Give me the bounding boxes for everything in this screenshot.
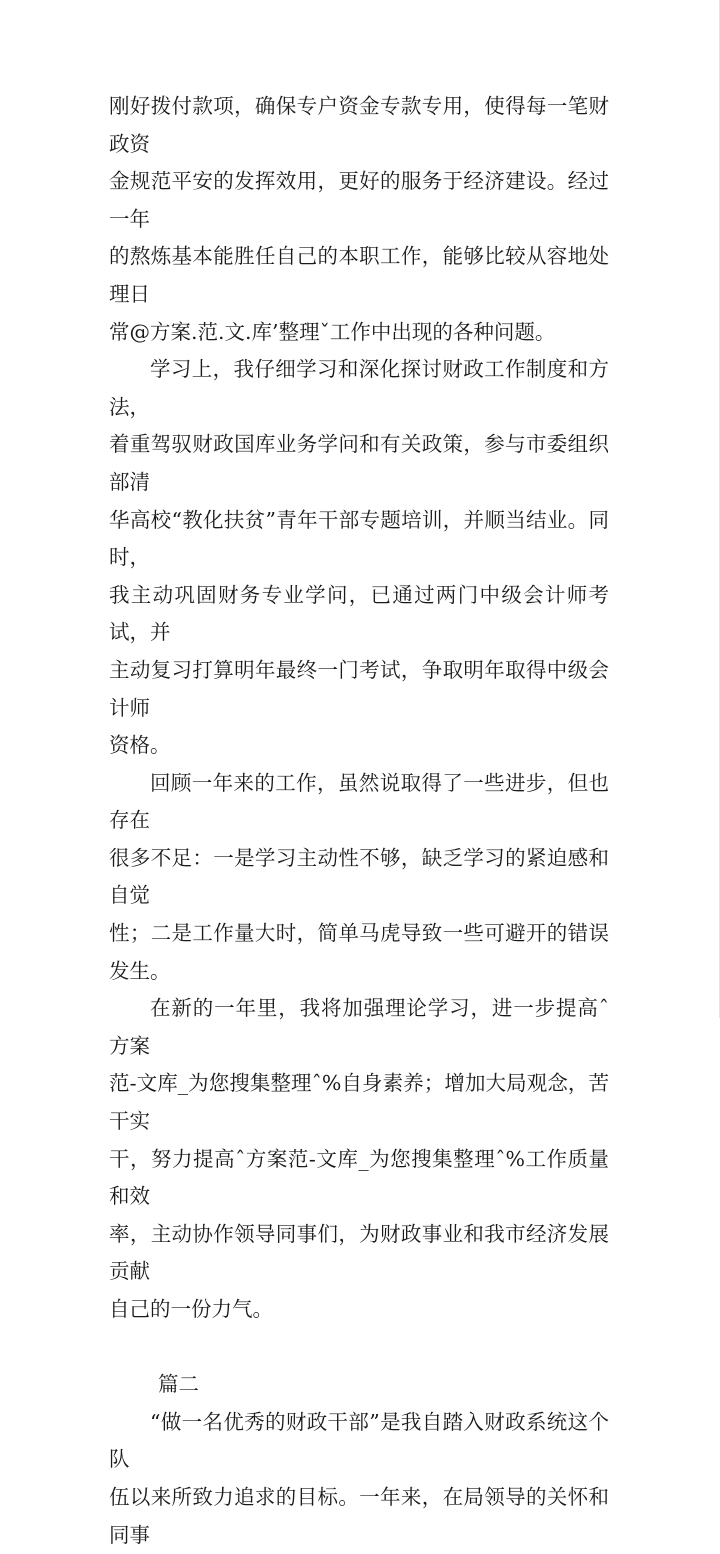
text-line: 常@方案.范.文.库’整理ˇ工作中出现的各种问题。 bbox=[109, 319, 556, 344]
text-line: 着重驾驭财政国库业务学问和有关政策，参与市委组织部清 bbox=[109, 432, 609, 494]
text-line: “做一名优秀的财政干部”是我自踏入财政系统这个队 bbox=[109, 1409, 609, 1472]
section-heading: 篇二 bbox=[158, 1372, 199, 1397]
text-line: 华高校“教化扶贫”青年干部专题培训，并顺当结业。同时， bbox=[109, 507, 609, 570]
text-line: 很多不足：一是学习主动性不够，缺乏学习的紧迫感和自觉 bbox=[109, 845, 609, 908]
text-line: 金规范平安的发挥效用，更好的服务于经济建设。经过一年 bbox=[109, 169, 609, 231]
paragraph-1 bbox=[109, 88, 609, 351]
text-line: 主动复习打算明年最终一门考试，争取明年取得中级会计师 bbox=[109, 657, 609, 720]
text-line: 资格。 bbox=[109, 733, 171, 758]
paragraph-3 bbox=[109, 765, 609, 991]
paragraph-2 bbox=[109, 351, 609, 765]
text-line: 伍以来所致力追求的目标。一年来，在局领导的关怀和同事 bbox=[109, 1484, 609, 1547]
text-line: 回顾一年来的工作，虽然说取得了一些进步，但也存在 bbox=[109, 770, 609, 833]
text-line: 范-文库_为您搜集整理ˆ%自身素养；增加大局观念，苦干实 bbox=[109, 1071, 609, 1134]
paragraph-4 bbox=[109, 990, 609, 1328]
text-line: 我主动巩固财务专业学问，已通过两门中级会计师考试，并 bbox=[109, 582, 609, 645]
text-line: 干，努力提高ˆ方案范-文库_为您搜集整理ˆ%工作质量和效 bbox=[109, 1146, 609, 1209]
text-line: 刚好拨付款项，确保专户资金专款专用，使得每一笔财政资 bbox=[109, 94, 609, 156]
blank-line bbox=[109, 1329, 609, 1367]
text-line: 率，主动协作领导同事们，为财政事业和我市经济发展贡献 bbox=[109, 1221, 609, 1284]
document-body bbox=[109, 88, 609, 1554]
text-line: 的熬炼基本能胜任自己的本职工作，能够比较从容地处理日 bbox=[109, 244, 609, 306]
text-line: 在新的一年里，我将加强理论学习，进一步提高ˆ方案 bbox=[109, 996, 609, 1058]
text-line: 性；二是工作量大时，简单马虎导致一些可避开的错误发生。 bbox=[109, 921, 609, 983]
section-paragraph-1 bbox=[109, 1404, 609, 1554]
text-line: 自己的一份力气。 bbox=[109, 1297, 273, 1321]
text-line: 学习上，我仔细学习和深化探讨财政工作制度和方法， bbox=[109, 357, 609, 419]
